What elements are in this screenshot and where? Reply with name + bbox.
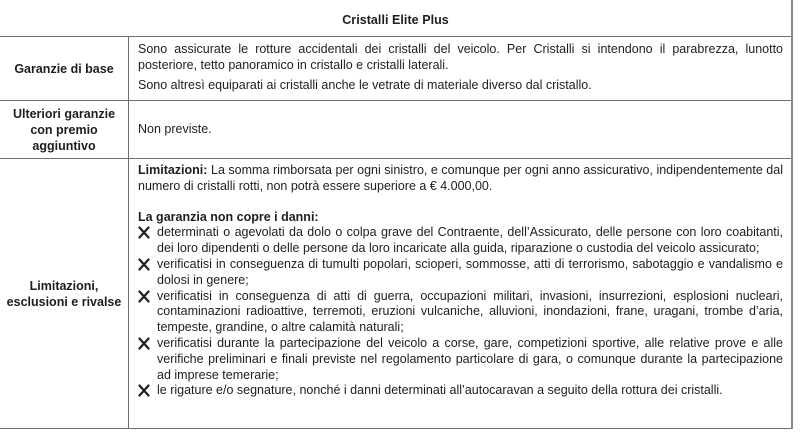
row-label: Ulteriori garanzie con premio aggiuntivo [0,101,129,158]
exclusions-list [138,225,783,399]
x-mark-icon [138,258,150,271]
base-coverage-paragraph: Sono altresì equiparati ai cristalli anche le vetrate di materiale diverso dal cristallo. [138,77,592,92]
exclusion-item [138,336,783,383]
row-content [129,101,791,158]
exclusion-text: determinati o agevolati da dolo o colpa grave del Contraente, dell’Assicurato, delle persone con loro coabitanti, dei loro dipendenti o delle persone da loro incaricate alla guida, riparazione o custodia del veicolo assicurato; [157,225,783,256]
x-mark-icon [138,337,150,350]
exclusion-text: verificatisi durante la partecipazione del veicolo a corse, gare, competizioni sportive, alle relative prove e alle verifiche preliminari e finali previste nel regolamento particolare di gara, o comunque durante la partecipazione ad imprese temerarie; [157,335,783,382]
row-content [129,159,791,428]
row-label: Garanzie di base [0,37,129,100]
exclusion-item [138,383,783,399]
row-content [129,37,791,100]
exclusion-item [138,257,783,289]
base-coverage-paragraph: Sono assicurate le rotture accidentali dei cristalli del veicolo. Per Cristalli si intendono il parabrezza, lunotto posteriore, tetto panoramico in cristallo e cristalli laterali. [138,42,783,72]
exclusion-text: le rigature e/o segnature, nonché i danni determinati all’autocaravan a seguito della rottura dei cristalli. [157,383,723,398]
limitation-paragraph [138,163,783,195]
exclusion-item [138,225,783,257]
table-row-limitations [0,159,791,429]
x-mark-icon [138,290,150,303]
table-title: Cristalli Elite Plus [342,13,449,27]
limitation-label: Limitazioni: [138,163,208,177]
exclusions-title: La garanzia non copre i danni: [138,209,319,224]
x-mark-icon [138,384,150,397]
table-title-row [0,0,791,37]
exclusion-item [138,289,783,336]
additional-coverage-text: Non previste. [138,121,212,136]
table-row-base-coverage [0,37,791,101]
row-label: Limitazioni, esclusioni e rivalse [0,159,129,428]
limitation-text: La somma rimborsata per ogni sinistro, e comunque per ogni anno assicurativo, indipendentemente dal numero di cristalli rotti, non potrà essere superiore a € 4.000,00. [138,163,783,193]
table-row-additional-coverage [0,101,791,159]
exclusion-text: verificatisi in conseguenza di tumulti popolari, scioperi, sommosse, atti di terrorismo, sabotaggio e vandalismo e dolosi in genere; [157,256,783,287]
x-mark-icon [138,226,150,239]
exclusion-text: verificatisi in conseguenza di atti di guerra, occupazioni militari, invasioni, insurrezioni, esplosioni nucleari, contaminazioni radioattive, terremoti, eruzioni vulcaniche, alluvioni, inondazioni, frane, uragani, trombe d’aria, tempeste, grandine, o altre calamità naturali; [157,288,783,335]
